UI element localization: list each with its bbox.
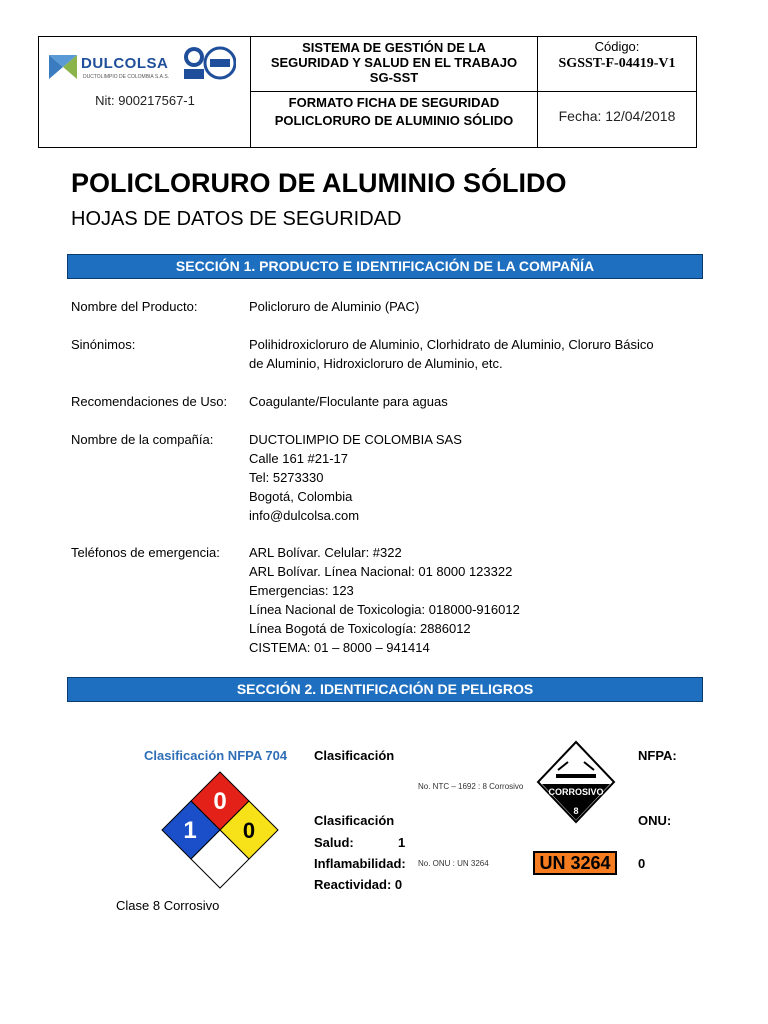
value-line: Bogotá, Colombia xyxy=(249,489,353,504)
un-number-placard: UN 3264 xyxy=(533,851,617,875)
salud-label: Salud: xyxy=(314,835,354,850)
corrosive-class: 8 xyxy=(573,806,579,816)
system-title-line: SEGURIDAD Y SALUD EN EL TRABAJO xyxy=(270,55,518,70)
nfpa-caption: Clasificación NFPA 704 xyxy=(144,748,288,763)
reactividad-label: Reactividad: 0 xyxy=(314,877,403,892)
company-subname: DUCTOLIMPIO DE COLOMBIA S.A.S. xyxy=(83,74,170,80)
field-value xyxy=(249,543,699,657)
field-value xyxy=(249,297,699,316)
field-label: Sinónimos: xyxy=(71,337,136,352)
document-header xyxy=(38,36,697,148)
document-subtitle: HOJAS DE DATOS DE SEGURIDAD xyxy=(71,208,402,230)
nfpa-reactivity: 0 xyxy=(242,818,256,843)
format-title xyxy=(251,92,538,147)
onu-value: 0 xyxy=(638,856,646,871)
value-line: Coagulante/Floculante para aguas xyxy=(249,394,448,409)
value-line: ARL Bolívar. Línea Nacional: 01 8000 123322 xyxy=(249,564,513,579)
system-title-line: SG-SST xyxy=(369,70,419,85)
value-line: Línea Bogotá de Toxicología: 2886012 xyxy=(249,621,471,636)
company-name: DULCOLSA xyxy=(81,55,169,72)
salud-value: 1 xyxy=(398,835,406,850)
value-line: DUCTOLIMPIO DE COLOMBIA SAS xyxy=(249,432,462,447)
field-label: Nombre de la compañía: xyxy=(71,432,214,447)
value-line: Policloruro de Aluminio (PAC) xyxy=(249,299,420,314)
clasificacion-label-2: Clasificación xyxy=(314,813,395,828)
system-title xyxy=(251,37,538,92)
section-2-header: SECCIÓN 2. IDENTIFICACIÓN DE PELIGROS xyxy=(67,677,703,702)
field-label: Recomendaciones de Uso: xyxy=(71,394,228,409)
field-label: Teléfonos de emergencia: xyxy=(71,545,220,560)
code-value: SGSST-F-04419-V1 xyxy=(558,56,676,71)
format-title-line: FORMATO FICHA DE SEGURIDAD xyxy=(288,95,500,110)
value-line: ARL Bolívar. Celular: #322 xyxy=(249,545,402,560)
clase-label: Clase 8 Corrosivo xyxy=(116,898,220,913)
date-cell: Fecha: 12/04/2018 xyxy=(558,108,676,124)
code-cell xyxy=(538,37,696,92)
value-line: de Aluminio, Hidroxicloruro de Aluminio, etc. xyxy=(249,356,503,371)
system-title-line: SISTEMA DE GESTIÓN DE LA xyxy=(302,40,486,55)
value-line: Polihidroxicloruro de Aluminio, Clorhidrato de Aluminio, Cloruro Básico xyxy=(249,337,654,352)
value-line: Emergencias: 123 xyxy=(249,583,354,598)
document-title: POLICLORURO DE ALUMINIO SÓLIDO xyxy=(71,168,567,198)
nfpa-health: 1 xyxy=(183,817,197,844)
value-line: CISTEMA: 01 – 8000 – 941414 xyxy=(249,640,430,655)
dulcolsa-logo-icon xyxy=(47,51,79,83)
field-value xyxy=(249,335,699,373)
nfpa-diamond-icon xyxy=(160,770,280,890)
value-line: Tel: 5273330 xyxy=(249,470,324,485)
clasificacion-label: Clasificación xyxy=(314,748,395,763)
ntc-note: No. NTC – 1692 : 8 Corrosivo xyxy=(418,782,524,791)
code-label: Código: xyxy=(594,39,640,54)
nit-number: Nit: 900217567-1 xyxy=(95,93,195,108)
field-label: Nombre del Producto: xyxy=(71,299,198,314)
inflamabilidad-label: Inflamabilidad: xyxy=(314,856,406,871)
value-line: Calle 161 #21-17 xyxy=(249,451,349,466)
format-title-line: POLICLORURO DE ALUMINIO SÓLIDO xyxy=(274,113,514,128)
certification-seal-icon xyxy=(182,43,236,83)
section-1-header: SECCIÓN 1. PRODUCTO E IDENTIFICACIÓN DE LA COMPAÑÍA xyxy=(67,254,703,279)
corrosive-pictogram-icon xyxy=(536,740,616,830)
value-line: info@dulcolsa.com xyxy=(249,508,360,523)
logo-cell xyxy=(39,37,251,147)
onu-label: ONU: xyxy=(638,813,672,828)
field-value xyxy=(249,392,699,411)
corrosive-label: CORROSIVO xyxy=(548,787,604,797)
nfpa-flammability: 0 xyxy=(213,788,227,815)
field-value xyxy=(249,430,699,525)
value-line: Línea Nacional de Toxicologia: 018000-916012 xyxy=(249,602,520,617)
nfpa-label: NFPA: xyxy=(638,748,677,763)
onu-note: No. ONU : UN 3264 xyxy=(418,859,489,868)
